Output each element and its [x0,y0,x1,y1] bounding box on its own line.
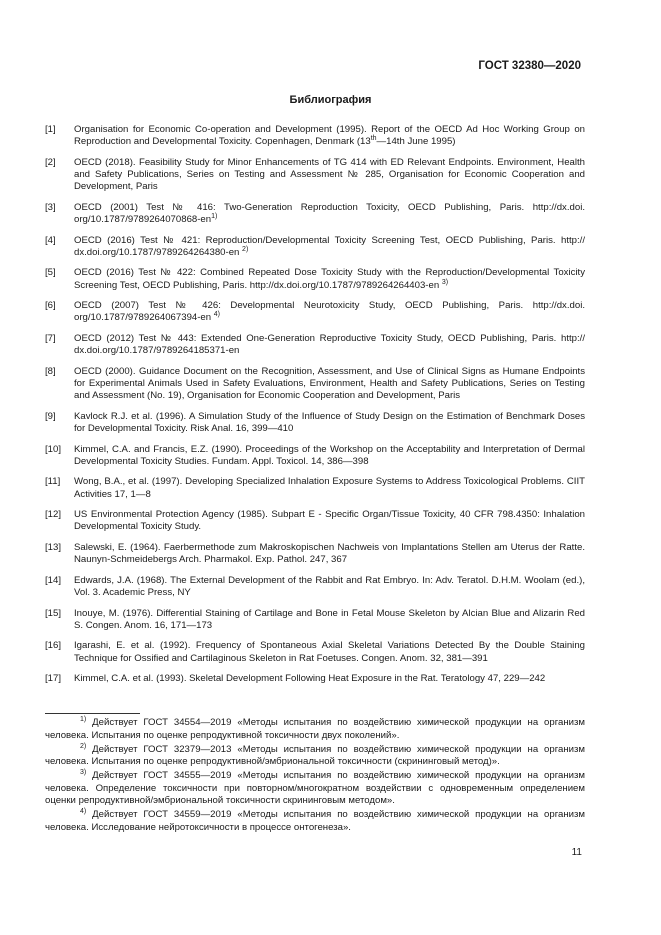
entry-number: [15] [45,607,62,619]
page-number: 11 [571,847,582,858]
entry-text [74,509,585,533]
footnote-mark: 4) [213,311,221,319]
footnote [45,809,585,834]
bibliography-entry [45,124,585,148]
entry-number: [16] [45,640,62,652]
bibliography-entry [45,673,585,685]
bibliography-entry [45,476,585,500]
footnote-mark: 2) [80,742,87,750]
entry-number: [6] [45,300,56,312]
entry-body: Igarashi, E. et al. (1992). Frequency of Spontaneous Axial Skeletal Variations Detected By the Double Staining Technique for Ossified and Cartilaginous Skeleton in Rat Foetuses. Congen. Anom. 32, 381—391 [74,640,585,664]
entry-body: Inouye, M. (1976). Differential Staining of Cartilage and Bone in Fetal Mouse Skeleton by Alcian Blue and Alizarin Red S. Congen. Anom. 16, 171—173 [74,607,585,631]
entry-body: Kavlock R.J. et al. (1996). A Simulation Study of the Influence of Study Design on the Estimation of Benchmark Doses for Developmental Toxicity. Risk Anal. 16, 399—410 [74,410,585,434]
bibliography-entry [45,640,585,664]
footnote-mark: 3) [441,278,449,286]
entry-text [74,202,585,226]
entry-text [74,333,585,357]
bibliography-entry [45,333,585,357]
entry-body: US Environmental Protection Agency (1985). Subpart E - Specific Organ/Tissue Toxicity, 40 CFR 798.4350: Inhalation Developmental Toxicity Study. [74,509,585,533]
footnote-text: Действует ГОСТ 34559—2019 «Методы испытания по воздействию химической продукции на организм человека. Исследование нейротоксичности в процессе онтогенеза». [45,809,585,833]
bibliography-entry [45,300,585,324]
entry-number: [14] [45,574,62,586]
entry-body: Organisation for Economic Co-operation and Development (1995). Report of the OECD Ad Hoc Working Group on Reproduction and Developmental Toxicity. Copenhagen, Denmark (13 [74,124,585,148]
bibliography-list [45,124,585,694]
bibliography-entry [45,157,585,194]
entry-text [74,411,585,435]
bibliography-entry [45,575,585,599]
entry-number: [4] [45,234,56,246]
entry-number: [2] [45,156,56,168]
bibliography-entry [45,235,585,259]
footnote-mark: 1) [80,715,87,723]
entry-number: [7] [45,332,56,344]
entry-body: OECD (2000). Guidance Document on the Recognition, Assessment, and Use of Clinical Signs as Humane Endpoints for Experimental Animals Used in Safety Evaluations, Environment, Health and Safety Publications, Series on Testing and Assessment (No. 19), Organisation for Economic Cooperation and Development, Paris [74,365,585,402]
footnote-text: Действует ГОСТ 34555—2019 «Методы испытания по воздействию химической продукции на организм человека. Определение токсичности при повторном/многократном воздействии с одновременным определением оценки репродуктивной/эмбриональной токсичности скрининговым методом». [45,770,585,806]
entry-text [74,235,585,259]
footnote-mark: 2) [242,245,249,253]
entry-body: OECD (2018). Feasibility Study for Minor Enhancements of TG 414 with ED Relevant Endpoints. Environment, Health and Safety Publications, Series on Testing and Assessment № 285, Organisation for Economic Cooperation and Development, Paris [74,156,585,193]
entry-text [74,476,585,500]
entry-number: [11] [45,476,61,488]
entry-text [74,124,585,148]
entry-body: OECD (2001) Test № 416: Two-Generation Reproduction Toxicity, OECD Publishing, Paris. http://dx.doi. org/10.1787/9789264070868-en [74,201,585,225]
entry-text [74,575,585,599]
entry-body: OECD (2007) Test № 426: Developmental Neurotoxicity Study, OECD Publishing, Paris. http://dx.doi. org/10.1787/9789264067394-en [74,300,585,324]
footnote [45,717,585,742]
entry-body: OECD (2016) Test № 421: Reproduction/Developmental Toxicity Screening Test, OECD Publishing, Paris. http:// dx.doi.org/10.1787/9789264264380-en [74,234,585,258]
bibliography-entry [45,202,585,226]
entry-number: [9] [45,410,56,422]
entry-number: [8] [45,365,56,377]
entry-body: Edwards, J.A. (1968). The External Development of the Rabbit and Rat Embryo. In: Adv. Teratol. D.H.M. Woolam (ed.), Vol. 3. Academic Press, NY [74,574,585,598]
entry-number: [13] [45,541,62,553]
footnote-mark: 1) [211,212,218,220]
entry-text [74,542,585,566]
footnote-mark: 3) [80,768,87,776]
bibliography-entry [45,411,585,435]
bibliography-entry [45,608,585,632]
entry-body: Kimmel, C.A. et al. (1993). Skeletal Development Following Heat Exposure in the Rat. Teratology 47, 229—242 [74,673,546,685]
footnote [45,770,585,808]
entry-number: [17] [45,673,62,685]
entry-text [74,157,585,194]
footnote [45,744,585,769]
bibliography-entry [45,444,585,468]
footnotes [45,717,585,836]
entry-body: Kimmel, C.A. and Francis, E.Z. (1990). Proceedings of the Workshop on the Acceptability and Interpretation of Dermal Developmental Toxicity Studies. Fundam. Appl. Toxicol. 14, 386—398 [74,443,585,467]
entry-text [74,444,585,468]
entry-number: [3] [45,201,56,213]
bibliography-entry [45,267,585,291]
bibliography-entry [45,542,585,566]
entry-text [74,267,585,291]
bibliography-entry [45,509,585,533]
footnote-mark: th [370,135,377,143]
entry-body: OECD (2012) Test № 443: Extended One-Generation Reproductive Toxicity Study, OECD Publishing, Paris. http:// dx.doi.org/10.1787/9789264185371-en [74,332,585,357]
entry-body: Wong, B.A., et al. (1997). Developing Specialized Inhalation Exposure Systems to Address Toxicological Problems. CIIT Activities 17, 1—8 [74,476,585,500]
entry-text [74,608,585,632]
entry-text [74,673,585,685]
entry-number: [12] [45,509,62,521]
footnote-mark: 4) [80,807,87,815]
entry-number: [5] [45,267,56,279]
footnote-divider [45,713,140,714]
bibliography-entry [45,366,585,403]
entry-number: [1] [45,124,56,135]
entry-text [74,300,585,324]
entry-text [74,366,585,403]
entry-body-tail: —14th June 1995) [376,136,456,148]
entry-body: Salewski, E. (1964). Faerbermethode zum Makroskopischen Nachweis von Implantations Stellen am Uterus der Ratte. Naunyn-Schmeidebergs Arch. Pharmakol. Exp. Pathol. 247, 367 [74,541,585,566]
footnote-text: Действует ГОСТ 34554—2019 «Методы испытания по воздействию химической продукции на организм человека. Испытания по оценке репродуктивной токсичности двух поколений». [45,717,585,741]
entry-number: [10] [45,443,62,455]
entry-text [74,640,585,664]
entry-body: OECD (2016) Test № 422: Combined Repeated Dose Toxicity Study with the Reproduction/Developmental Toxicity Screening Test, OECD Publishing, Paris. http://dx.doi.org/10.1787/9789264264403-en [74,267,585,291]
footnote-text: Действует ГОСТ 32379—2013 «Методы испытания по воздействию химической продукции на организм человека. Испытания по оценке репродуктивной/эмбриональной токсичности (скрининговый метод)». [45,743,585,767]
section-title: Библиография [289,94,372,106]
document-code: ГОСТ 32380—2020 [478,60,581,72]
